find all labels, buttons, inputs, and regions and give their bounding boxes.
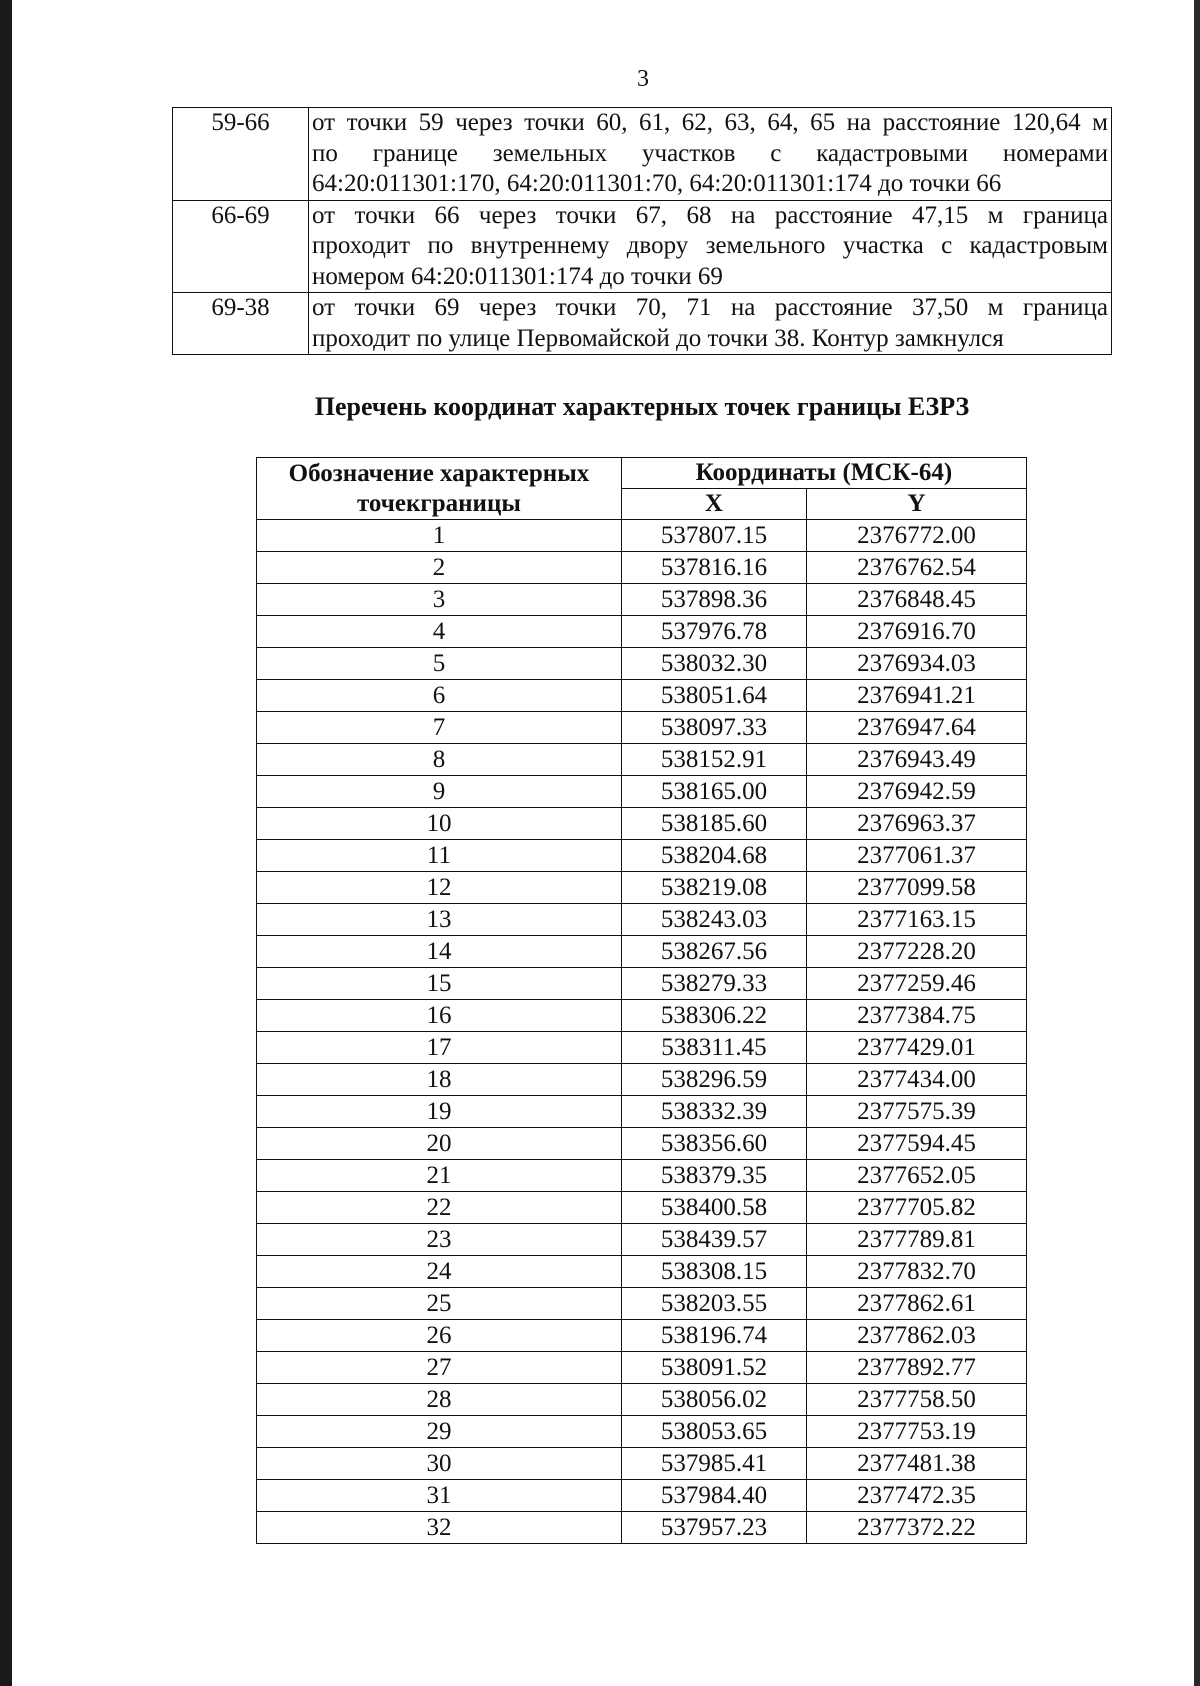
coord-y: 2376934.03 bbox=[807, 648, 1027, 680]
point-number: 23 bbox=[257, 1224, 622, 1256]
coords-row bbox=[257, 1128, 1027, 1160]
point-number: 6 bbox=[257, 680, 622, 712]
coord-y: 2376947.64 bbox=[807, 712, 1027, 744]
coord-y: 2377228.20 bbox=[807, 936, 1027, 968]
coords-row bbox=[257, 1320, 1027, 1352]
point-number: 17 bbox=[257, 1032, 622, 1064]
point-number: 9 bbox=[257, 776, 622, 808]
point-number: 29 bbox=[257, 1416, 622, 1448]
coord-x: 538032.30 bbox=[621, 648, 806, 680]
coord-x: 538097.33 bbox=[621, 712, 806, 744]
point-number: 1 bbox=[257, 520, 622, 552]
segment-id: 69-38 bbox=[173, 293, 309, 355]
coords-row bbox=[257, 904, 1027, 936]
coords-row bbox=[257, 808, 1027, 840]
point-number: 21 bbox=[257, 1160, 622, 1192]
coord-x: 538267.56 bbox=[621, 936, 806, 968]
coord-x: 537957.23 bbox=[621, 1512, 806, 1544]
point-number: 18 bbox=[257, 1064, 622, 1096]
header-points-line2: точекграницы bbox=[356, 489, 521, 517]
coord-y: 2377862.03 bbox=[807, 1320, 1027, 1352]
coord-y: 2376941.21 bbox=[807, 680, 1027, 712]
segments-table bbox=[172, 107, 1112, 355]
point-number: 12 bbox=[257, 872, 622, 904]
coord-x: 537807.15 bbox=[621, 520, 806, 552]
coord-y: 2377061.37 bbox=[807, 840, 1027, 872]
point-number: 14 bbox=[257, 936, 622, 968]
segment-id: 66-69 bbox=[173, 200, 309, 293]
coords-row bbox=[257, 584, 1027, 616]
segment-row bbox=[173, 108, 1112, 201]
coords-row bbox=[257, 968, 1027, 1000]
coord-x: 538356.60 bbox=[621, 1128, 806, 1160]
coords-row bbox=[257, 1000, 1027, 1032]
point-number: 11 bbox=[257, 840, 622, 872]
coords-body bbox=[257, 520, 1027, 1544]
coords-row bbox=[257, 552, 1027, 584]
coords-row bbox=[257, 680, 1027, 712]
coord-y: 2377892.77 bbox=[807, 1352, 1027, 1384]
coord-y: 2377429.01 bbox=[807, 1032, 1027, 1064]
coord-y: 2376963.37 bbox=[807, 808, 1027, 840]
coord-x: 538204.68 bbox=[621, 840, 806, 872]
point-number: 27 bbox=[257, 1352, 622, 1384]
coord-y: 2377652.05 bbox=[807, 1160, 1027, 1192]
coords-row bbox=[257, 648, 1027, 680]
coord-x: 538279.33 bbox=[621, 968, 806, 1000]
coord-x: 538051.64 bbox=[621, 680, 806, 712]
coord-x: 538332.39 bbox=[621, 1096, 806, 1128]
coord-x: 538091.52 bbox=[621, 1352, 806, 1384]
point-number: 15 bbox=[257, 968, 622, 1000]
coord-y: 2376762.54 bbox=[807, 552, 1027, 584]
coord-y: 2377832.70 bbox=[807, 1256, 1027, 1288]
coord-y: 2376916.70 bbox=[807, 616, 1027, 648]
coords-row bbox=[257, 872, 1027, 904]
point-number: 7 bbox=[257, 712, 622, 744]
point-number: 10 bbox=[257, 808, 622, 840]
segment-id: 59-66 bbox=[173, 108, 309, 201]
coord-y: 2377705.82 bbox=[807, 1192, 1027, 1224]
point-number: 16 bbox=[257, 1000, 622, 1032]
coords-row bbox=[257, 1448, 1027, 1480]
coord-x: 537985.41 bbox=[621, 1448, 806, 1480]
coord-y: 2377594.45 bbox=[807, 1128, 1027, 1160]
coord-y: 2377472.35 bbox=[807, 1480, 1027, 1512]
coords-row bbox=[257, 520, 1027, 552]
coords-row bbox=[257, 1192, 1027, 1224]
coords-row bbox=[257, 1512, 1027, 1544]
coords-row bbox=[257, 840, 1027, 872]
coords-row bbox=[257, 776, 1027, 808]
page-number: 3 bbox=[637, 66, 649, 92]
coord-y: 2377481.38 bbox=[807, 1448, 1027, 1480]
point-number: 3 bbox=[257, 584, 622, 616]
header-x: X bbox=[621, 489, 806, 520]
header-coords: Координаты (МСК-64) bbox=[621, 458, 1026, 489]
point-number: 4 bbox=[257, 616, 622, 648]
coord-x: 538296.59 bbox=[621, 1064, 806, 1096]
coord-x: 538439.57 bbox=[621, 1224, 806, 1256]
coord-x: 538400.58 bbox=[621, 1192, 806, 1224]
coord-y: 2377758.50 bbox=[807, 1384, 1027, 1416]
coord-x: 537816.16 bbox=[621, 552, 806, 584]
segment-row bbox=[173, 200, 1112, 293]
segment-description bbox=[309, 200, 1112, 293]
header-points bbox=[257, 458, 622, 520]
scan-edge-right bbox=[1194, 0, 1200, 1686]
point-number: 31 bbox=[257, 1480, 622, 1512]
point-number: 28 bbox=[257, 1384, 622, 1416]
segment-row bbox=[173, 293, 1112, 355]
coords-row bbox=[257, 712, 1027, 744]
coord-x: 538243.03 bbox=[621, 904, 806, 936]
coords-row bbox=[257, 616, 1027, 648]
segment-description bbox=[309, 293, 1112, 355]
coord-y: 2376942.59 bbox=[807, 776, 1027, 808]
segment-description-line: от точки 59 через точки 60, 61, 62, 63, 64, 65 на расстояние 120,64 м bbox=[312, 109, 1108, 136]
coord-y: 2377575.39 bbox=[807, 1096, 1027, 1128]
coord-x: 538185.60 bbox=[621, 808, 806, 840]
coords-row bbox=[257, 1480, 1027, 1512]
point-number: 26 bbox=[257, 1320, 622, 1352]
coords-row bbox=[257, 1256, 1027, 1288]
segment-description-line: 64:20:011301:170, 64:20:011301:70, 64:20:011301:174 до точки 66 bbox=[312, 170, 1002, 197]
point-number: 2 bbox=[257, 552, 622, 584]
coord-y: 2377753.19 bbox=[807, 1416, 1027, 1448]
coord-x: 538196.74 bbox=[621, 1320, 806, 1352]
header-y: Y bbox=[807, 489, 1027, 520]
coords-row bbox=[257, 936, 1027, 968]
coord-x: 538203.55 bbox=[621, 1288, 806, 1320]
coord-x: 538311.45 bbox=[621, 1032, 806, 1064]
point-number: 32 bbox=[257, 1512, 622, 1544]
segment-description bbox=[309, 108, 1112, 201]
coord-y: 2377099.58 bbox=[807, 872, 1027, 904]
coords-header-row-1 bbox=[257, 458, 1027, 489]
coord-x: 538379.35 bbox=[621, 1160, 806, 1192]
point-number: 5 bbox=[257, 648, 622, 680]
coords-row bbox=[257, 1352, 1027, 1384]
point-number: 22 bbox=[257, 1192, 622, 1224]
header-points-line1: Обозначение характерных bbox=[288, 459, 590, 487]
segment-description-line: от точки 66 через точки 67, 68 на расстояние 47,15 м граница bbox=[312, 201, 1108, 229]
coord-y: 2377789.81 bbox=[807, 1224, 1027, 1256]
coords-table-head bbox=[257, 458, 1027, 520]
coord-y: 2377384.75 bbox=[807, 1000, 1027, 1032]
coord-x: 538219.08 bbox=[621, 872, 806, 904]
point-number: 13 bbox=[257, 904, 622, 936]
coord-x: 537976.78 bbox=[621, 616, 806, 648]
segments-body bbox=[173, 108, 1112, 355]
coords-table bbox=[256, 457, 1027, 1544]
point-number: 8 bbox=[257, 744, 622, 776]
point-number: 20 bbox=[257, 1128, 622, 1160]
coord-y: 2376848.45 bbox=[807, 584, 1027, 616]
coord-x: 537898.36 bbox=[621, 584, 806, 616]
coord-y: 2376772.00 bbox=[807, 520, 1027, 552]
coord-x: 538053.65 bbox=[621, 1416, 806, 1448]
coords-row bbox=[257, 744, 1027, 776]
segment-description-line: проходит по внутреннему двору земельного участка с кадастровым bbox=[312, 232, 1108, 259]
coords-row bbox=[257, 1288, 1027, 1320]
coords-row bbox=[257, 1416, 1027, 1448]
segment-description-line: номером 64:20:011301:174 до точки 69 bbox=[312, 262, 723, 290]
coord-x: 538306.22 bbox=[621, 1000, 806, 1032]
segment-description-line: от точки 69 через точки 70, 71 на расстояние 37,50 м граница bbox=[312, 294, 1108, 321]
segment-description-line: проходит по улице Первомайской до точки 38. Контур замкнулся bbox=[312, 324, 1004, 352]
point-number: 19 bbox=[257, 1096, 622, 1128]
coord-y: 2376943.49 bbox=[807, 744, 1027, 776]
coords-row bbox=[257, 1384, 1027, 1416]
coord-y: 2377259.46 bbox=[807, 968, 1027, 1000]
coords-row bbox=[257, 1160, 1027, 1192]
coord-y: 2377434.00 bbox=[807, 1064, 1027, 1096]
point-number: 30 bbox=[257, 1448, 622, 1480]
coord-y: 2377372.22 bbox=[807, 1512, 1027, 1544]
coords-row bbox=[257, 1032, 1027, 1064]
coord-x: 538165.00 bbox=[621, 776, 806, 808]
point-number: 25 bbox=[257, 1288, 622, 1320]
coord-x: 538308.15 bbox=[621, 1256, 806, 1288]
coords-heading: Перечень координат характерных точек границы ЕЗРЗ bbox=[314, 392, 970, 421]
coord-x: 538152.91 bbox=[621, 744, 806, 776]
scan-edge-left bbox=[0, 0, 12, 1686]
coord-x: 538056.02 bbox=[621, 1384, 806, 1416]
point-number: 24 bbox=[257, 1256, 622, 1288]
coords-row bbox=[257, 1064, 1027, 1096]
coords-row bbox=[257, 1224, 1027, 1256]
coord-x: 537984.40 bbox=[621, 1480, 806, 1512]
coords-row bbox=[257, 1096, 1027, 1128]
coord-y: 2377862.61 bbox=[807, 1288, 1027, 1320]
coord-y: 2377163.15 bbox=[807, 904, 1027, 936]
segment-description-line: по границе земельных участков с кадастровыми номерами bbox=[312, 139, 1108, 167]
